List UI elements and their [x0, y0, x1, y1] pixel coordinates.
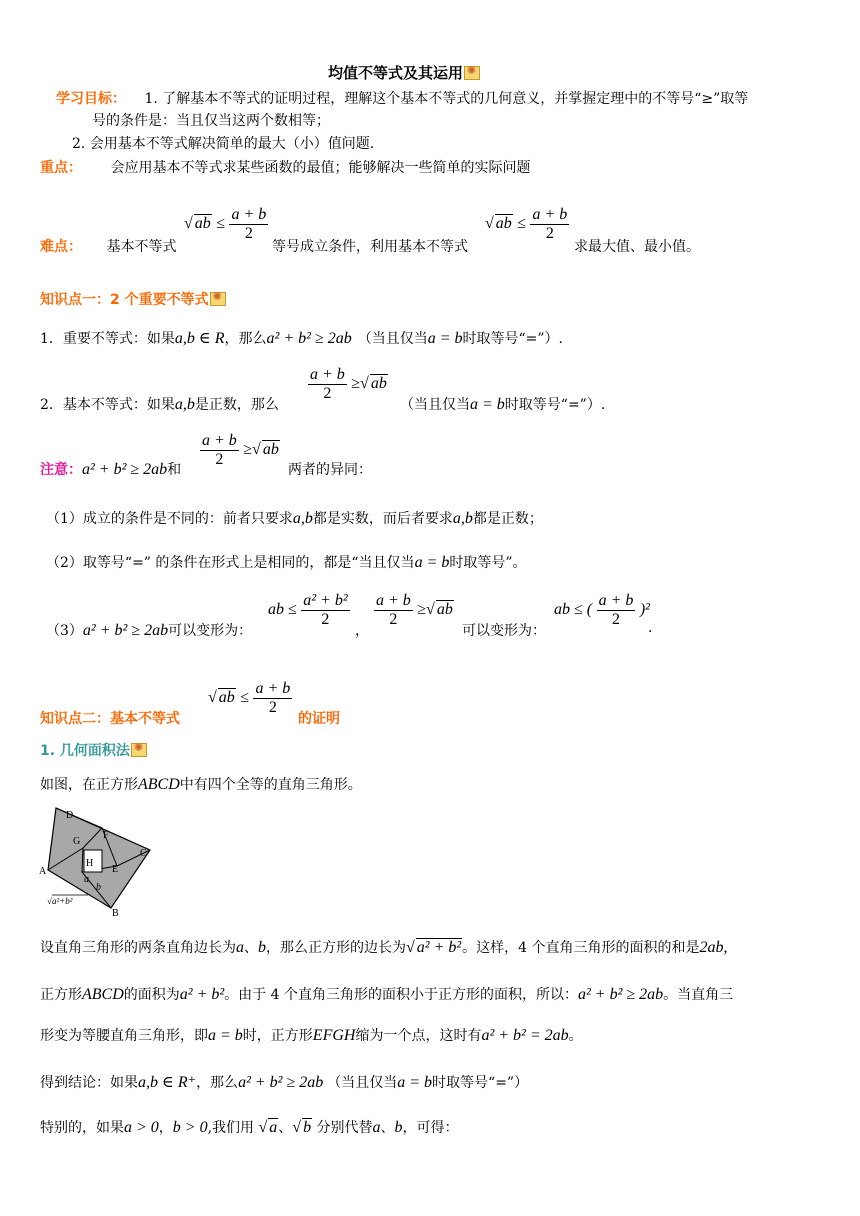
s1-p2-formula: $\frac{a + b}{2}$ ≥√ ab — [310, 366, 387, 402]
note-3-text: （3）a² + b² ≥ 2ab可以变形为： — [46, 622, 253, 639]
fig-label-D: D — [66, 810, 74, 821]
fig-label-H: H — [86, 858, 94, 869]
fig-label-A: A — [39, 866, 47, 877]
section2-heading-b: 的证明 — [298, 711, 340, 727]
s2-p5: 得到结论：如果a,b ∈ R⁺，那么a² + b² ≥ 2ab （当且仅当a = b时取等号“=”） — [40, 1074, 529, 1091]
section2-heading-a: 知识点二：基本不等式 — [40, 711, 180, 727]
fig-label-E: E — [112, 864, 119, 875]
fig-label-C: C — [140, 848, 147, 859]
difficulty-text-2: 等号成立条件，利用基本不等式 — [272, 239, 468, 255]
s2-p4: 形变为等腰直角三角形，即a = b时，正方形EFGH缩为一个点，这时有a² + b² = 2ab。 — [40, 1027, 583, 1044]
note-formula: $\frac{a + b}{2}$ ≥√ ab — [202, 432, 279, 468]
fig-label-G: G — [73, 836, 81, 847]
section1-heading: 知识点一：2 个重要不等式✺ — [40, 289, 226, 309]
note-tail: 两者的异同： — [288, 462, 372, 478]
section2-sub: 1. 几何面积法✺ — [40, 740, 147, 760]
note-3-formula-2: $\frac{a + b}{2}$ ≥√ ab — [376, 592, 453, 628]
s1-p2-text-a: 2．基本不等式：如果a,b是正数，那么 — [40, 396, 279, 413]
fig-label-a: a — [84, 874, 89, 885]
fig-caption: a²+b² — [51, 896, 73, 906]
goals-line1: 学习目标： 1. 了解基本不等式的证明过程，理解这个基本不等式的几何意义，并掌握定理中的不等号“≥”取等 — [56, 91, 749, 107]
media-icon — [210, 292, 226, 306]
section2-heading-formula: √ ab ≤ $\frac{a + b}{2}$ — [208, 680, 291, 716]
s2-p1: 如图，在正方形ABCD中有四个全等的直角三角形。 — [40, 776, 362, 793]
media-icon — [464, 66, 480, 80]
fig-label-F: F — [103, 830, 109, 841]
note-3-comma: ， — [355, 623, 369, 639]
note-2: （2）取等号“=” 的条件在形式上是相同的，都是“当且仅当a = b时取等号”。 — [46, 554, 527, 571]
goals-line2: 号的条件是：当且仅当这两个数相等； — [92, 113, 330, 129]
media-icon — [131, 743, 147, 757]
s1-p2-text-b: （当且仅当a = b时取等号“=”）. — [400, 396, 606, 413]
difficulty-formula-2: √ ab ≤ $\frac{a + b}{2}$ — [485, 206, 568, 242]
difficulty-text-3: 求最大值、最小值。 — [574, 239, 700, 255]
square-figure — [36, 800, 156, 918]
goals-label: 学习目标： — [56, 91, 126, 107]
s2-p3: 正方形ABCD的面积为a² + b²。由于 4 个直角三角形的面积小于正方形的面积，所以：a² + b² ≥ 2ab。当直角三 — [40, 986, 734, 1003]
key-point: 重点： 会应用基本不等式求某些函数的最值；能够解决一些简单的实际问题 — [40, 160, 531, 176]
s2-p2: 设直角三角形的两条直角边长为a、b，那么正方形的边长为√ a² + b²。这样，4 个直角三角形的面积的和是2ab, — [40, 939, 728, 956]
svg-text:√a²+b²: √a²+b² — [47, 896, 73, 906]
goals-item2: 2. 会用基本不等式解决简单的最大（小）值问题. — [72, 136, 375, 152]
s1-p1: 1．重要不等式：如果a,b ∈ R，那么a² + b² ≥ 2ab （当且仅当a = b时取等号“=”）. — [40, 330, 564, 347]
difficulty-label: 难点： 基本不等式 — [40, 239, 177, 255]
fig-label-b: b — [96, 882, 101, 893]
note-3-formula-3: ab ≤ ( $\frac{a + b}{2}$ )² — [554, 592, 650, 628]
note-1: （1）成立的条件是不同的：前者只要求a,b都是实数，而后者要求a,b都是正数； — [46, 510, 543, 527]
note-3-end: . — [648, 620, 653, 636]
note-3-formula-1: ab ≤ $\frac{\text{a² + b²}}{2}$ — [268, 592, 348, 628]
note-3-text-c: 可以变形为： — [462, 623, 546, 639]
page-title: 均值不等式及其运用✺ — [328, 62, 480, 83]
fig-label-B: B — [112, 908, 119, 918]
difficulty-formula-1: √ ab ≤ $\frac{a + b}{2}$ — [184, 206, 267, 242]
s2-p6: 特别的，如果a > 0，b > 0,我们用 √ a、√ b 分别代替a、b，可得： — [40, 1119, 459, 1136]
note-line: 注意：a² + b² ≥ 2ab和 — [40, 461, 182, 478]
